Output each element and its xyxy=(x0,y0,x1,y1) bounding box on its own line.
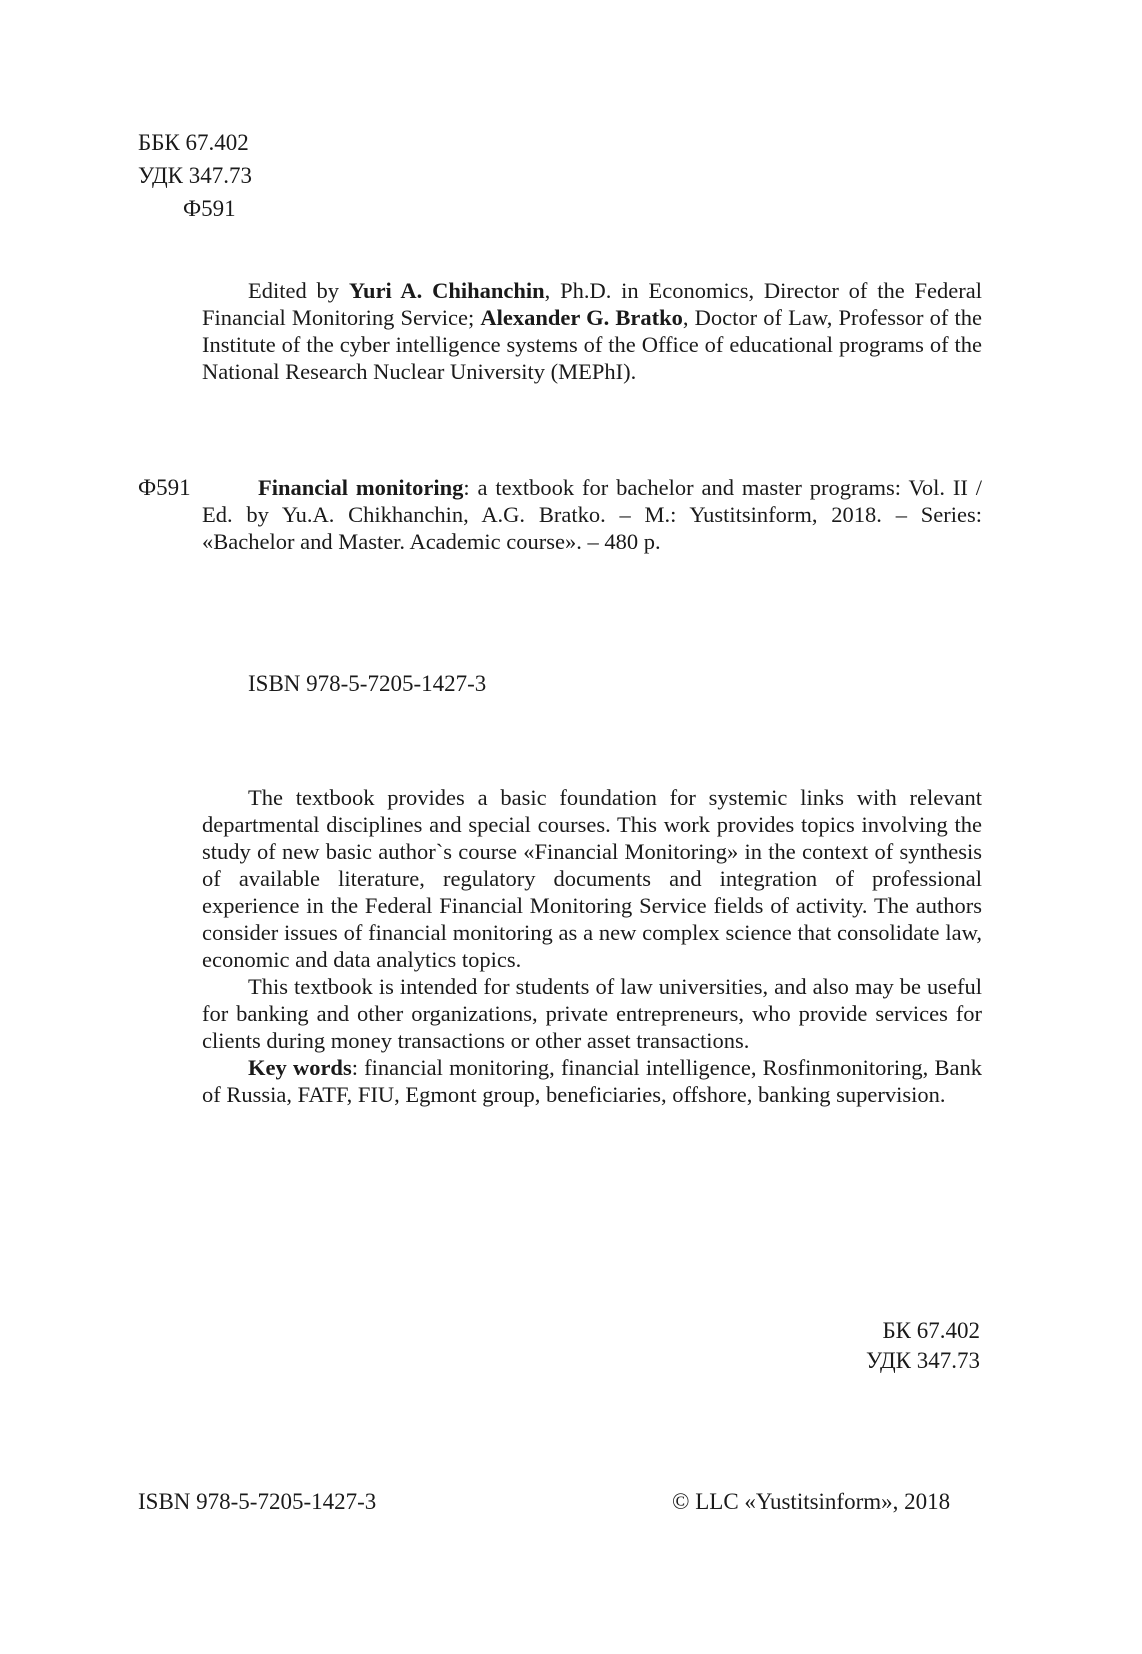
abstract-paragraph-2: This textbook is intended for students of law universities, and also may be useful for banking and other organizations, private entrepreneurs, who provide services for clients during money transactions or other asset transactions. xyxy=(202,974,982,1053)
keywords-label: Key words xyxy=(248,1055,352,1080)
isbn-bottom: ISBN 978-5-7205-1427-3 xyxy=(138,1489,377,1514)
udk-code-bottom: УДК 347.73 xyxy=(866,1348,980,1373)
bibliographic-details: : a textbook for bachelor and master programs: Vol. II / Ed. by Yu.A. Chikhanchin, A.G. Bratko. – M.: Yustitsinform, 2018. – Series: «Bachelor and Master. Academic course». – 480 p. xyxy=(202,475,982,554)
classification-codes-top xyxy=(138,126,252,225)
isbn-middle: ISBN 978-5-7205-1427-3 xyxy=(248,671,487,696)
editors-paragraph xyxy=(202,277,982,385)
abstract xyxy=(202,784,982,1108)
editor2-name: Alexander G. Bratko xyxy=(480,305,683,330)
editor2-description: , Doctor of Law, Professor of the Institute of the cyber intelligence systems of the Office of educational programs of the National Research Nuclear University (MEPhI). xyxy=(202,305,982,384)
keywords-text: : financial monitoring, financial intelligence, Rosfinmonitoring, Bank of Russia, FATF, FIU, Egmont group, beneficiaries, offshore, banking supervision. xyxy=(202,1055,982,1107)
copyright-notice: © LLC «Yustitsinform», 2018 xyxy=(672,1489,951,1514)
editor1-name: Yuri A. Chihanchin xyxy=(348,278,545,303)
bk-code: БК 67.402 xyxy=(882,1318,980,1343)
classification-codes-bottom xyxy=(800,1316,980,1376)
author-mark: Ф591 xyxy=(183,196,236,221)
editors-prefix: Edited by xyxy=(248,278,349,303)
abstract-paragraph-1: The textbook provides a basic foundation for systemic links with relevant departmental disciplines and special courses. This work provides topics involving the study of new basic author`s course «Financial Monitoring» in the context of synthesis of available literature, regulatory documents and integration of professional experience in the Federal Financial Monitoring Service fields of activity. The authors consider issues of financial monitoring as a new complex science that consolidate law, economic and data analytics topics. xyxy=(202,785,982,972)
udk-code: УДК 347.73 xyxy=(138,163,252,188)
book-title: Financial monitoring xyxy=(258,475,464,500)
bbk-code: ББК 67.402 xyxy=(138,130,249,155)
bibliographic-record xyxy=(202,474,982,555)
bibliographic-code: Ф591 xyxy=(138,475,191,500)
keywords-paragraph xyxy=(202,1054,982,1108)
editor1-description: , Ph.D. in Economics, Director of the Federal Financial Monitoring Service; xyxy=(202,278,983,330)
